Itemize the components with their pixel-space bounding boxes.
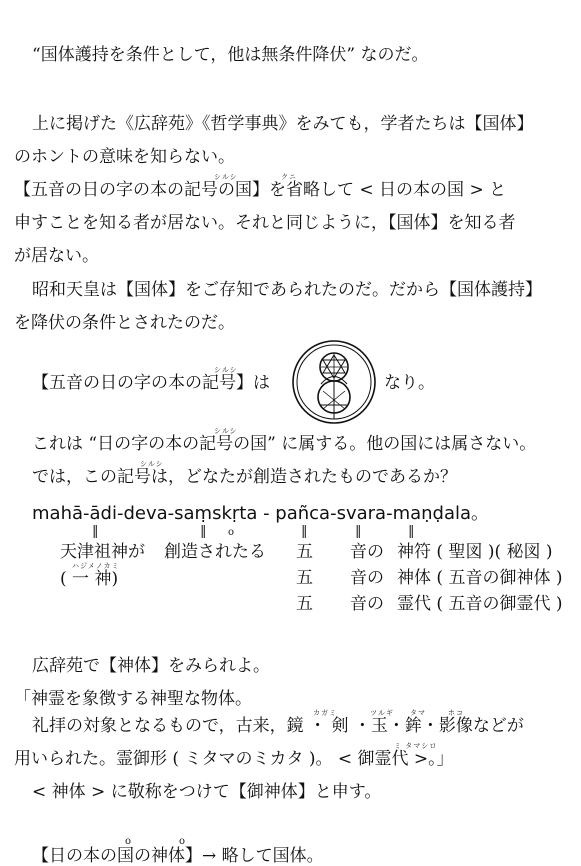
emphasis-dot: o: [179, 836, 186, 847]
text-line: 五: [296, 568, 313, 588]
ruby-text: ホコ: [448, 709, 464, 717]
text-line: 「神霊を象徴する神聖な物体。: [14, 689, 252, 709]
text-line: < 神体 > に敬称をつけて【御神体】と申す。: [32, 782, 382, 802]
text-line: “国体護持を条件として，他は無条件降伏” なのだ。: [32, 45, 429, 65]
text-line: 申すことを知る者が居ない。それと同じように，【国体】を知る者: [14, 213, 516, 233]
text-line: のホントの意味を知らない。: [14, 147, 235, 167]
ruby-text: タマ: [410, 709, 426, 717]
text-line: では，この記号は，どなたが創造されたものであるか？: [32, 467, 457, 487]
text-line: 昭和天皇は【国体】をご存知であられたのだ。だから【国体護持】: [32, 280, 542, 300]
text-line: 礼拝の対象となるもので，古来，鏡 ・ 剣 ・玉・鉾・影像などが: [32, 716, 524, 736]
ruby-text: シルシ: [214, 173, 238, 181]
five-sound-seal-icon: [291, 339, 377, 425]
ruby-text: ミ タマシロ: [394, 742, 438, 750]
text-line: 五: [296, 594, 313, 614]
text-line: 五: [296, 542, 313, 562]
text-line: 音の: [350, 568, 384, 588]
text-line: 天津祖神が: [60, 542, 145, 562]
equal-mark: ‖: [301, 524, 308, 539]
sanskrit-line: mahā-ādi-deva-saṃskṛta - pañca-svara-maṇḍala。: [32, 503, 490, 524]
text-line: が居ない。: [14, 246, 99, 266]
text-line: 【五音の日の字の本の記号】は: [32, 373, 270, 393]
equal-mark: ‖: [92, 524, 99, 539]
ruby-text: クニ: [281, 173, 297, 181]
text-line: 神符 ( 聖図 )( 秘図 ): [397, 542, 553, 562]
ruby-text: シルシ: [214, 366, 238, 374]
text-line: 音の: [350, 542, 384, 562]
text-line: これは “日の字の本の記号の国” に属する。他の国には属さない。: [32, 434, 537, 454]
ruby-text: カガミ: [313, 709, 337, 717]
text-line: 【五音の日の字の本の記号の国】を省略して < 日の本の国 > と: [14, 180, 507, 200]
text-line: 上に掲げた《広辞苑》《哲学事典》をみても，学者たちは【国体】: [32, 114, 534, 134]
text-line: ( 一 神): [60, 569, 119, 589]
text-line: 用いられた。霊御形 ( ミタマのミカタ )。 < 御霊代 >。」: [14, 749, 454, 769]
text-line: なり。: [384, 373, 435, 393]
ruby-text: シルシ: [214, 427, 238, 435]
text-line: 広辞苑で【神体】をみられよ。: [32, 656, 270, 676]
ruby-text: ハジメノカミ: [72, 562, 120, 570]
equal-mark: ‖: [200, 524, 207, 539]
equal-mark: ‖: [355, 524, 362, 539]
text-line: 創造されたる: [164, 542, 266, 562]
text-line: 音の: [350, 594, 384, 614]
text-line: 神体 ( 五音の御神体 ): [397, 568, 563, 588]
ruby-text: シルシ: [140, 460, 164, 468]
text-line: 【日の本の国の神体】→ 略して国体。: [32, 846, 324, 866]
emphasis-dot: o: [125, 836, 132, 847]
emphasis-dot: o: [228, 527, 235, 538]
text-line: を降伏の条件とされたのだ。: [14, 313, 235, 333]
equal-mark: ‖: [408, 524, 415, 539]
text-line: 霊代 ( 五音の御霊代 ): [397, 594, 563, 614]
ruby-text: ツルギ: [370, 709, 394, 717]
